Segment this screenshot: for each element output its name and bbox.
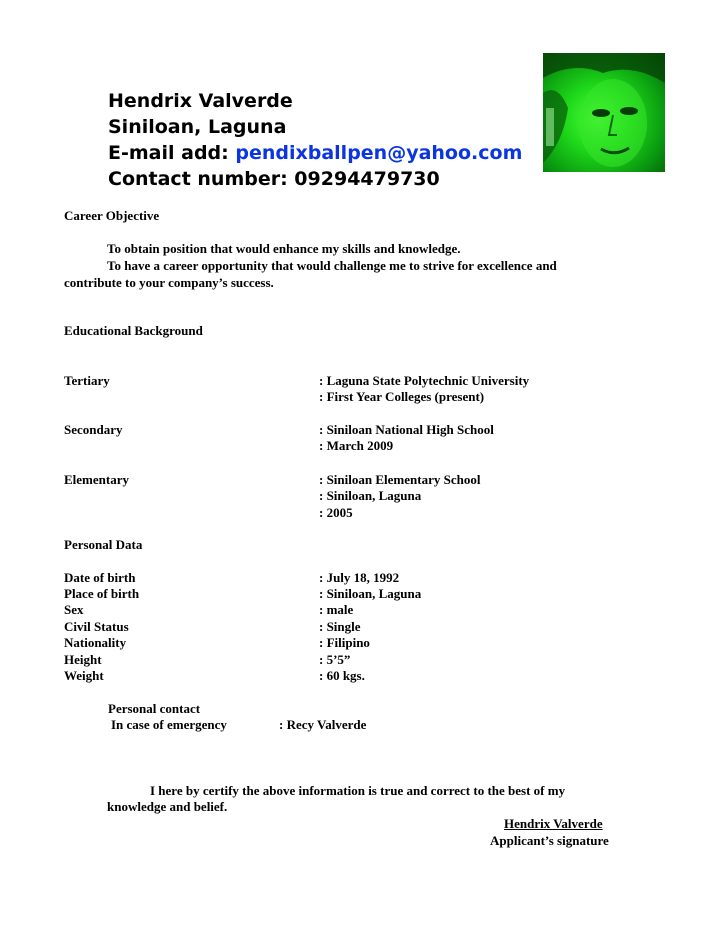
personal-row-value: : 60 kgs. xyxy=(319,668,365,683)
certify-line: I here by certify the above information is true and correct to the best of my xyxy=(150,783,566,798)
elementary-year: : 2005 xyxy=(319,505,353,520)
personal-row-value: : Filipino xyxy=(319,635,370,650)
secondary-detail: : March 2009 xyxy=(319,438,394,453)
elementary-detail: : Siniloan, Laguna xyxy=(319,488,422,503)
photo-face-icon xyxy=(543,53,665,172)
personal-row-value: : 5’5” xyxy=(319,652,351,667)
personal-row-value: : July 18, 1992 xyxy=(319,570,400,585)
personal-row-label: Weight xyxy=(64,668,104,683)
personal-row-label: Height xyxy=(64,652,102,667)
career-objective-line: contribute to your company’s success. xyxy=(64,275,274,290)
personal-row-label: Nationality xyxy=(64,635,127,650)
applicant-name: Hendrix Valverde xyxy=(108,90,293,112)
certify-line: knowledge and belief. xyxy=(107,799,228,814)
emergency-label: In case of emergency xyxy=(111,717,227,732)
applicant-photo xyxy=(543,53,665,172)
personal-row-label: Sex xyxy=(64,602,84,617)
career-objective-line: To obtain position that would enhance my skills and knowledge. xyxy=(107,241,461,256)
personal-row-label: Place of birth xyxy=(64,586,140,601)
tertiary-label: Tertiary xyxy=(64,373,110,388)
secondary-label: Secondary xyxy=(64,422,123,437)
career-objective-heading: Career Objective xyxy=(64,208,160,223)
education-heading: Educational Background xyxy=(64,323,203,338)
applicant-address: Siniloan, Laguna xyxy=(108,116,287,138)
personal-row-label: Date of birth xyxy=(64,570,136,585)
emergency-value: : Recy Valverde xyxy=(279,717,367,732)
secondary-school: : Siniloan National High School xyxy=(319,422,494,437)
tertiary-detail: : First Year Colleges (present) xyxy=(319,389,485,404)
personal-row-value: : Single xyxy=(319,619,361,634)
personal-row-value: : Siniloan, Laguna xyxy=(319,586,422,601)
career-objective-line: To have a career opportunity that would challenge me to strive for excellence and xyxy=(107,258,557,273)
elementary-school: : Siniloan Elementary School xyxy=(319,472,481,487)
personal-row-value: : male xyxy=(319,602,354,617)
tertiary-school: : Laguna State Polytechnic University xyxy=(319,373,530,388)
personal-contact-heading: Personal contact xyxy=(108,701,201,716)
signer-name: Hendrix Valverde xyxy=(504,816,603,831)
email-line xyxy=(108,142,522,164)
contact-number: Contact number: 09294479730 xyxy=(108,168,440,190)
personal-row-label: Civil Status xyxy=(64,619,129,634)
email-label: E-mail add: xyxy=(108,142,236,164)
email-link[interactable]: pendixballpen@yahoo.com xyxy=(235,142,523,164)
personal-data-heading: Personal Data xyxy=(64,537,143,552)
elementary-label: Elementary xyxy=(64,472,129,487)
signature-label: Applicant’s signature xyxy=(490,833,609,848)
